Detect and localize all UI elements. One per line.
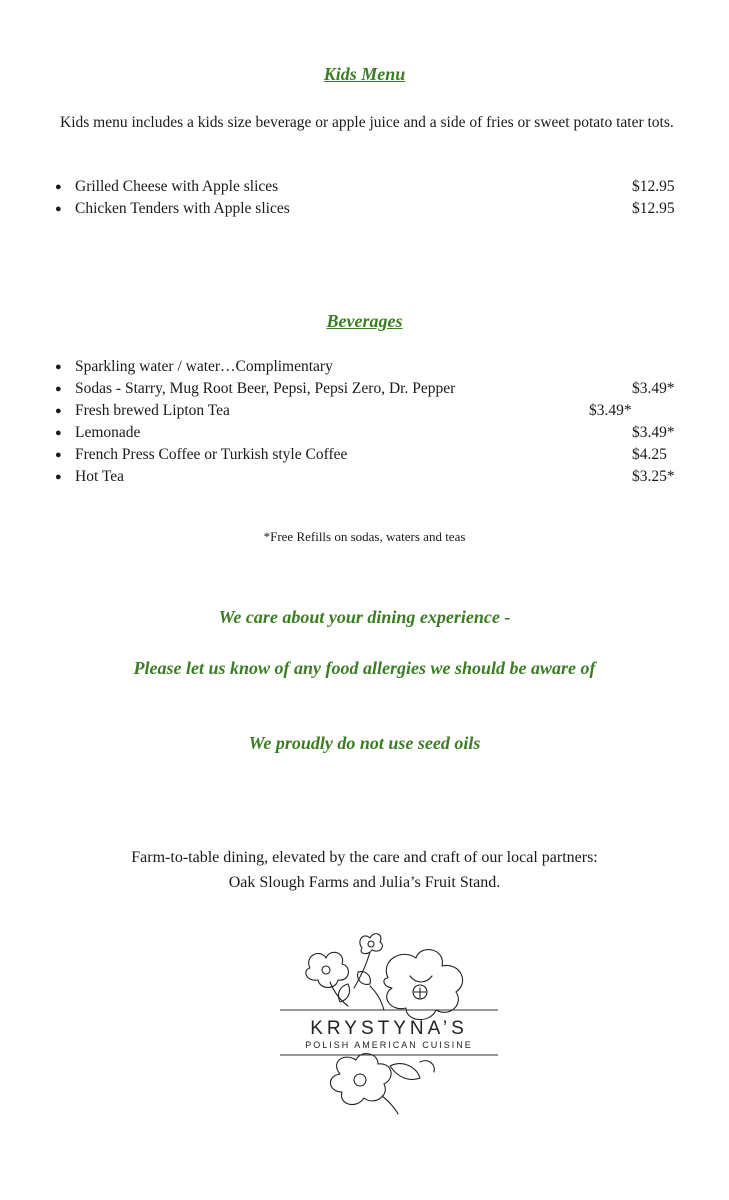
menu-item-name: Grilled Cheese with Apple slices — [75, 178, 279, 195]
kids-menu-heading: Kids Menu — [323, 64, 406, 84]
menu-item-price: $3.25* — [632, 468, 675, 485]
bullet-icon: ● — [55, 203, 62, 215]
bullet-icon: ● — [55, 449, 62, 461]
menu-item — [0, 176, 729, 198]
farm-partners-line1: Farm-to-table dining, elevated by the care and craft of our local partners: — [131, 849, 598, 866]
menu-item — [0, 198, 729, 220]
menu-item — [0, 466, 729, 488]
menu-item-price: $3.49* — [632, 424, 675, 441]
bullet-icon: ● — [55, 405, 62, 417]
menu-item-name: Sodas - Starry, Mug Root Beer, Pepsi, Pepsi Zero, Dr. Pepper — [75, 380, 456, 397]
menu-item-name: Hot Tea — [75, 468, 124, 485]
bullet-icon: ● — [55, 427, 62, 439]
bullet-icon: ● — [55, 383, 62, 395]
menu-item-price: $12.95 — [632, 200, 675, 217]
menu-item — [0, 444, 729, 466]
menu-item-price: $4.25 — [632, 446, 667, 463]
bullet-icon: ● — [55, 471, 62, 483]
menu-item — [0, 422, 729, 444]
beverages-heading: Beverages — [326, 311, 403, 331]
menu-item-name: Sparkling water / water…Complimentary — [75, 358, 333, 375]
menu-item — [0, 400, 729, 422]
menu-item-name: Lemonade — [75, 424, 141, 441]
floral-logo-icon — [270, 926, 510, 1116]
menu-item — [0, 356, 729, 378]
restaurant-logo — [270, 926, 510, 1116]
logo-name: KRYSTYNA’S — [310, 1018, 468, 1039]
menu-item-name: French Press Coffee or Turkish style Coffee — [75, 446, 348, 463]
allergy-message: Please let us know of any food allergies we should be aware of — [133, 658, 596, 678]
menu-item-price: $12.95 — [632, 178, 675, 195]
bullet-icon: ● — [55, 361, 62, 373]
refill-note: *Free Refills on sodas, waters and teas — [263, 529, 466, 544]
seed-oils-message: We proudly do not use seed oils — [248, 733, 481, 753]
bullet-icon: ● — [55, 181, 62, 193]
care-message: We care about your dining experience - — [218, 607, 511, 627]
menu-item-price: $3.49* — [632, 380, 675, 397]
logo-tagline: POLISH AMERICAN CUISINE — [305, 1040, 473, 1050]
farm-partners-line2: Oak Slough Farms and Julia’s Fruit Stand. — [228, 874, 501, 891]
kids-menu-intro: Kids menu includes a kids size beverage or apple juice and a side of fries or sweet potato tater tots. — [60, 114, 674, 131]
menu-item-name: Chicken Tenders with Apple slices — [75, 200, 290, 217]
menu-item — [0, 378, 729, 400]
menu-item-name: Fresh brewed Lipton Tea — [75, 402, 230, 419]
menu-item-price: $3.49* — [589, 402, 632, 419]
